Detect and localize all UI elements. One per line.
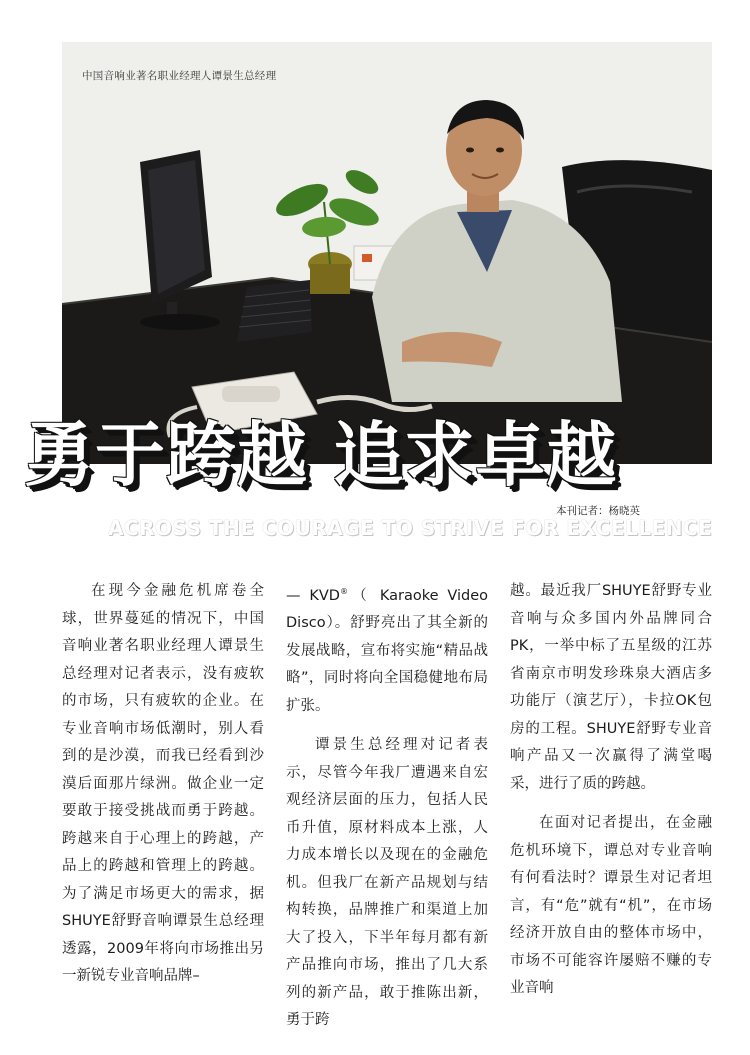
article-column-3: [510, 578, 712, 1038]
interview-photo: [62, 42, 712, 464]
headline-title: 勇于跨越 追求卓越: [24, 414, 618, 496]
article-body: [62, 578, 712, 1038]
paragraph-text: — KVD: [286, 587, 340, 604]
headline-subtitle-english: ACROSS THE COURAGE TO STRIVE FOR EXCELLENCE: [108, 516, 713, 540]
paragraph: [286, 578, 488, 720]
paragraph: 在现今金融危机席卷全球，世界蔓延的情况下，中国音响业著名职业经理人谭景生总经理对记者表示，没有疲软的市场，只有疲软的企业。在专业音响市场低潮时，别人看到的是沙漠，而我已经看到沙漠后面那片绿洲。做企业一定要敢于接受挑战而勇于跨越。跨越来自于心理上的跨越，产品上的跨越和管理上的跨越。为了满足市场更大的需求，据SHUYE舒野音响谭景生总经理透露，2009年将向市场推出另一新锐专业音响品牌–: [62, 583, 264, 984]
reporter-byline: 本刊记者：杨晓英: [556, 505, 640, 517]
paragraph: 在面对记者提出，在金融危机环境下，谭总对专业音响有何看法时？谭景生对记者坦言，有“危”就有“机”，在市场经济开放自由的整体市场中，市场不可能容许屡赔不赚的专业音响: [510, 815, 712, 996]
office-scene-illustration: [62, 42, 712, 464]
registered-mark: ®: [339, 587, 348, 596]
article-column-1: [62, 578, 264, 1038]
paragraph: 越。最近我厂SHUYE舒野专业音响与众多国内外品牌同合PK，一举中标了五星级的江苏省南京市明发珍珠泉大酒店多功能厅（演艺厅），卡拉OK包房的工程。SHUYE舒野专业音响产品又一次赢得了满堂喝采，进行了质的跨越。: [510, 583, 712, 792]
photo-caption: 中国音响业著名职业经理人谭景生总经理: [82, 70, 277, 82]
paragraph: 谭景生总经理对记者表示，尽管今年我厂遭遇来自宏观经济层面的压力，包括人民币升值，原材料成本上涨，人力成本增长以及现在的金融危机。但我厂在新产品规划与结构转换，品牌推广和渠道上加大了投入，下半年每月都有新产品推向市场，推出了几大系列的新产品，敢于推陈出新，勇于跨: [286, 737, 488, 1029]
article-column-2: [286, 578, 488, 1038]
paragraph-text: （ Karaoke Video Disco）。舒野亮出了其全新的发展战略，宣布将实施“精品战略”，同时将向全国稳健地布局扩张。: [286, 587, 488, 714]
